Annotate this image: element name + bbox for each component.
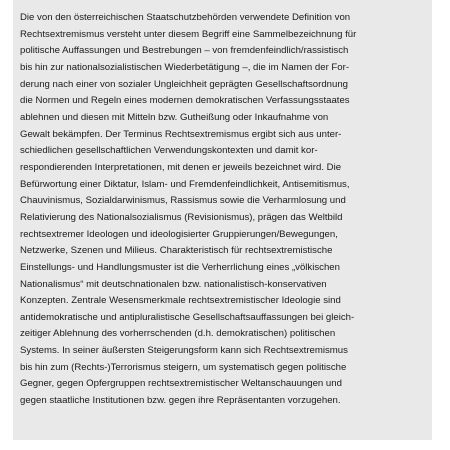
text-line: derung nach einer von sozialer Ungleichheit geprägten Gesellschaftsordnung [20,78,348,90]
text-line: Netzwerke, Szenen und Milieus. Charakteristisch für rechtsextremistische [20,245,333,257]
text-line: ablehnen und diesen mit Mitteln bzw. Gutheißung oder Inkaufnahme von [20,111,329,123]
text-line: Gewalt bekämpfen. Der Terminus Rechtsextremismus ergibt sich aus unter- [20,128,342,140]
text-line: Konzepten. Zentrale Wesensmerkmale rechtsextremistischer Ideologie sind [20,295,341,307]
text-line: antidemokratische und antipluralistische Gesellschaftsauffassungen bei gleich- [20,311,355,323]
text-line: respondierenden Interpretationen, mit denen er jeweils bezeichnet wird. Die [20,161,342,173]
text-line: Chauvinismus, Sozialdarwinismus, Rassismus sowie die Verharmlosung und [20,195,346,207]
text-line: bis hin zum (Rechts-)Terrorismus steigern, um systematisch gegen politische [20,361,347,373]
definition-text [20,10,420,410]
text-line: Relativierung des Nationalsozialismus (Revisionismus), prägen das Weltbild [20,211,343,223]
text-line: Befürwortung einer Diktatur, Islam- und Fremdenfeindlichkeit, Antisemitismus, [20,178,350,190]
text-line: Einstellungs- und Handlungsmuster ist die Verherrlichung eines „völkischen [20,261,340,273]
text-line: die Normen und Regeln eines modernen demokratischen Verfassungsstaates [20,95,350,107]
text-line: schiedlichen gesellschaftlichen Verwendungskontexten und damit kor- [20,145,318,157]
text-line: Nationalismus“ mit deutschnationalen bzw. nationalistisch-konservativen [20,278,327,290]
text-line: politische Auffassungen und Bestrebungen – von fremdenfeindlich/rassistisch [20,45,349,57]
text-line: Rechtsextremismus versteht unter diesem Begriff eine Sammelbezeichnung für [20,28,357,40]
text-line: bis hin zur nationalsozialistischen Wiederbetätigung –, die im Namen der For- [20,61,350,73]
text-line: gegen staatliche Institutionen bzw. gegen ihre Repräsentanten vorzugehen. [20,395,341,407]
text-line: rechtsextremer Ideologen und ideologisierter Gruppierungen/Bewegungen, [20,228,338,240]
text-line: zeitiger Ablehnung des vorherrschenden (d.h. demokratischen) politischen [20,328,336,340]
text-line: Gegner, gegen Opfergruppen rechtsextremistischer Weltanschauungen und [20,378,342,390]
text-line: Die von den österreichischen Staatschutzbehörden verwendete Definition von [20,12,351,23]
text-line: Systems. In seiner äußersten Steigerungsform kann sich Rechtsextremismus [20,345,348,357]
